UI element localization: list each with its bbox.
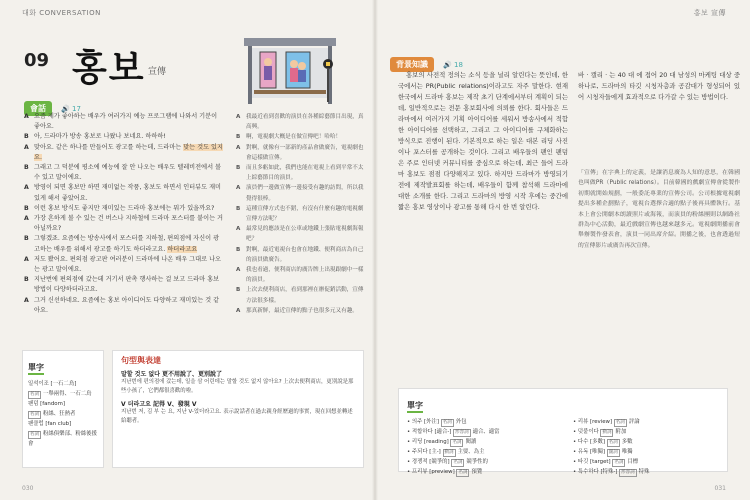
vocab-item: • 다수 [多數] 名詞 多數 xyxy=(573,439,633,445)
page-number-left: 030 xyxy=(22,485,34,492)
vocab-box-left xyxy=(22,350,104,468)
vocab-item: • 유독 [唯獨] 副詞 唯獨 xyxy=(573,449,633,455)
translation-line: B 啊，電視劇大概是在做宣傳吧！哈哈！ xyxy=(236,134,342,141)
running-head-left: 대화 CONVERSATION xyxy=(22,9,101,17)
highlighted-phrase: 맞는 것도 있지요. xyxy=(34,143,223,161)
translation-line: A 那真新鮮，最近宣傳的點子也很多元又有趣。 xyxy=(236,307,358,314)
reading-paragraph-2: 바 · 캘리 · 는 40 대 에 접어 20 대 남성의 마케팅 대상 중 하나로, 드라마의 타깃 시청자층과 공감대가 형성되어 있어 시청자들에게 효과적으로 다가갈 수 있는 방법이다. xyxy=(578,71,740,101)
pattern-heading: 말할 것도 없다 更不用說了、更別說了 xyxy=(121,371,223,378)
highlighted-phrase-2: 하더라고요 xyxy=(167,245,198,253)
translation-line: A 我也看過，便利商店的廣告牌上出現跟劇中一樣的演員。 xyxy=(236,267,364,284)
vocab-item: 팬덤 [fandom] 名詞 粉絲、狂熱者 xyxy=(28,401,76,417)
translation-line: A 演員們一邊做宣傳一邊接受有趣的訪問，所以我覺得很棒。 xyxy=(236,185,364,202)
reading-paragraph: 홍보의 사전적 정의는 소식 등을 널리 알린다는 뜻인데, 한국에서는 PR(Public relations)이라고도 자주 말한다. 현재 한국에서 드라마 홍보는 제작 초기 단계에서부터 계획이 되는데, 일반적으로는 전문 홍보회사에 의뢰를 한다. 회사들은 드라마에서 여러가지 기획 아이디어를 세워서 방송사에서 적합한 아이디어를 선택하고, 그리고 그 아이디어를 구체화하는 방식으로 진행이 된다. 기본적으로 하는 일은 대본 리딩 사진이나 포스터를 공개하는 것이다. 그리고 배우들의 팬인 팬덤은 주로 인터넷 커뮤니티를 중심으로 하는데, 최근 들어 드라마 홍보도 점점 다양해지고 있다. 하지만 드라마가 방영되기 전에 제작발표회를 하는데, 배우들이 함께 참석해 드라마에 대한 소개를 한다. 그리고 드라마의 방영 시작 후에는 중간에 짧은 홍보 영상이나 광고를 통해 다시 한 번 알린다. xyxy=(398,71,568,211)
dialog-line: B 이런 홍보 방식도 좋지만 재미있는 드라마 홍보에는 뭐가 있을까요? xyxy=(24,204,215,212)
vocab-item: 일석이조 [一石二鳥] 名詞 一舉兩得、一石二鳥 xyxy=(28,381,92,397)
dialog-track-number: 17 xyxy=(72,105,81,113)
vocab-item: • 리뷰 [review] 名詞 評論 xyxy=(573,419,640,425)
dialog-line: A 그거 신선하네요. 요즘에는 홍보 아이디어도 다양하고 재미있는 것 같아요. xyxy=(24,296,220,314)
lesson-hanja: 宣傳 xyxy=(148,67,167,77)
pattern-title: 句型與表達 xyxy=(121,356,161,365)
bus-sign-icon xyxy=(322,58,334,102)
pattern-heading: V 더라고요 記得 V、發現 V xyxy=(121,401,197,408)
audio-track-icon[interactable]: 🔊 17 xyxy=(61,105,81,113)
dialog-line: A 가장 흔하게 볼 수 있는 건 버스나 지하철에 드라마 포스터를 붙이는 거 아닐까요? xyxy=(24,215,223,233)
lesson-title: 홍보 xyxy=(72,47,146,89)
translation-line: B 而且多虧如此，我們也能在電視上看到平常不太上綜藝節目的演員。 xyxy=(236,165,364,182)
dialog-line: A 맞아요. 같은 하나를 만들어도 광고를 하는데, 드라마는 맞는 것도 있지요. xyxy=(24,143,223,161)
vocab-item: • 주되다 [主-] 動詞 主要、為主 xyxy=(407,449,485,455)
translation-line: B 上次去便利商店，看到那裡在辦促銷活動，宣傳方法很多樣。 xyxy=(236,287,364,304)
dialog-line: B 아, 드라마가 방송 홍보로 나왔나 보네요. 하하하! xyxy=(24,133,166,141)
translation-line: B 這種宣傳方式也不錯，有沒有什麼有趣的電視劇宣傳方法呢？ xyxy=(236,205,364,223)
translation-line: A 對啊，就像有一部新的產品會做廣告，電視劇也會這樣做宣傳。 xyxy=(236,144,364,161)
pattern-box xyxy=(112,350,364,468)
left-page xyxy=(0,0,374,500)
dialog-line: B 지난번에 편의점에 갔는데 거기서 판촉 행사하는 걸 보고 드라마 홍보 방법이 다양하더라고요. xyxy=(24,276,220,294)
vocab-title: 單字 xyxy=(28,362,44,375)
reading-translation: 「宣傳」在字典上的定義，是讓消息廣為人知的意思，在韓國也叫做PR（Public relations）。目前韓國的戲劇宣傳會從製作初期就開始規劃，一般委託專業的宣傳公司。公司根據電視劇提出多種企劃點子，電視台選擇合適的點子後再具體執行。基本上會公開劇本朗讀照片或海報，而演員的粉絲團則以網路社群為中心活動，最近戲劇宣傳也越來越多元。電視劇開播前會舉辦製作發表會，演員一同出席介紹。開播之後，也會透過短的宣傳影片或廣告再次宣傳。 xyxy=(578,170,740,249)
vocab-box-right xyxy=(398,388,728,475)
dialog-tag: 會話 xyxy=(24,101,52,116)
lesson-number: 09 xyxy=(24,50,50,71)
vocab-item: • 특수하다 [特殊-] 形容詞 特殊 xyxy=(573,469,650,475)
translation-line: B 對啊，最近電視台也會在地鐵、便利商店為自己的演員做廣告。 xyxy=(236,246,364,263)
vocab-item: • 리딩 [reading] 名詞 閱讀 xyxy=(407,439,477,445)
vocab-column xyxy=(573,417,719,477)
dialog-line: A 방영이 되면 홍보만 하면 재미없는 작품, 홍보도 하면서 인터뷰도 재미있게 해서 좋았어요. xyxy=(24,184,222,202)
translation-line: A 最常見的應該是在公車或地鐵上張貼電視劇海報吧？ xyxy=(236,226,364,243)
vocab-column xyxy=(407,417,553,477)
dialog-line: B 그렇겠죠. 요즘에는 방송사에서 포스터를 지하철, 편의점에 자신이 광고하는 배우를 위해서 광고를 하기도 하더라고요. 하더라고요 xyxy=(24,235,220,253)
vocab-item: • 덧붙이다 動詞 附加 xyxy=(573,429,627,435)
dialog-line: A 저도 봤어요. 편의점 광고판 여러분이 드라마에 나온 배우 그대로 나오는 광고 말이에요. xyxy=(24,255,222,274)
dialog-korean xyxy=(24,112,224,316)
vocab-item: • 의주 [外注] 名詞 外包 xyxy=(407,419,467,425)
audio-track-icon[interactable]: 🔊 18 xyxy=(443,61,463,69)
vocab-item: • 적합하다 [適合-] 形容詞 適合、適當 xyxy=(407,429,500,435)
vocab-item: • 타깃 [target] 名詞 目標 xyxy=(573,459,639,465)
pattern-example: 지난번 저, 김 부 는 요, 지난 V-었더라고요. 表示說話者在過去親身經歷過的事實，現在回想並轉述給聽者。 xyxy=(121,409,353,424)
dialog-translation xyxy=(236,112,364,316)
vocab-item: • 경쟁적 [競爭的] 名詞 競爭性的 xyxy=(407,459,488,465)
vocab-item: • 프리뷰 [preview] 名詞 預覽 xyxy=(407,469,483,475)
dialog-line: A 요즘 제가 좋아하는 배우가 여러가지 예능 프로그램에 나와서 기분이 좋아요. xyxy=(24,113,218,131)
page-number-right: 031 xyxy=(714,485,726,492)
vocab-title: 單字 xyxy=(407,400,423,413)
reading-track-number: 18 xyxy=(454,61,463,69)
vocab-item: 팬클럽 [fan club] 名詞 粉絲俱樂部、粉絲後援會 xyxy=(28,421,97,447)
running-head-right: 홍보 宣傳 xyxy=(693,9,726,17)
pattern-example: 지난번에 편의점에 갔는데, 일을 삼 어린데는 말할 것도 없지 않아요? 上次去便利商店，更別說是那些小孩了，它們都很喜歡的啦。 xyxy=(121,379,354,394)
dialog-line: B 그래고 그 덕분에 평소에 예능에 잘 안 나오는 배우도 텔레비전에서 볼 수 있고 말이에요. xyxy=(24,164,222,182)
reading-tag: 背景知識 xyxy=(390,57,434,72)
reading-heading xyxy=(390,52,463,72)
translation-line: A 我最近看到喜歡的演員在各種綜藝節目出現，真高興。 xyxy=(236,114,364,131)
